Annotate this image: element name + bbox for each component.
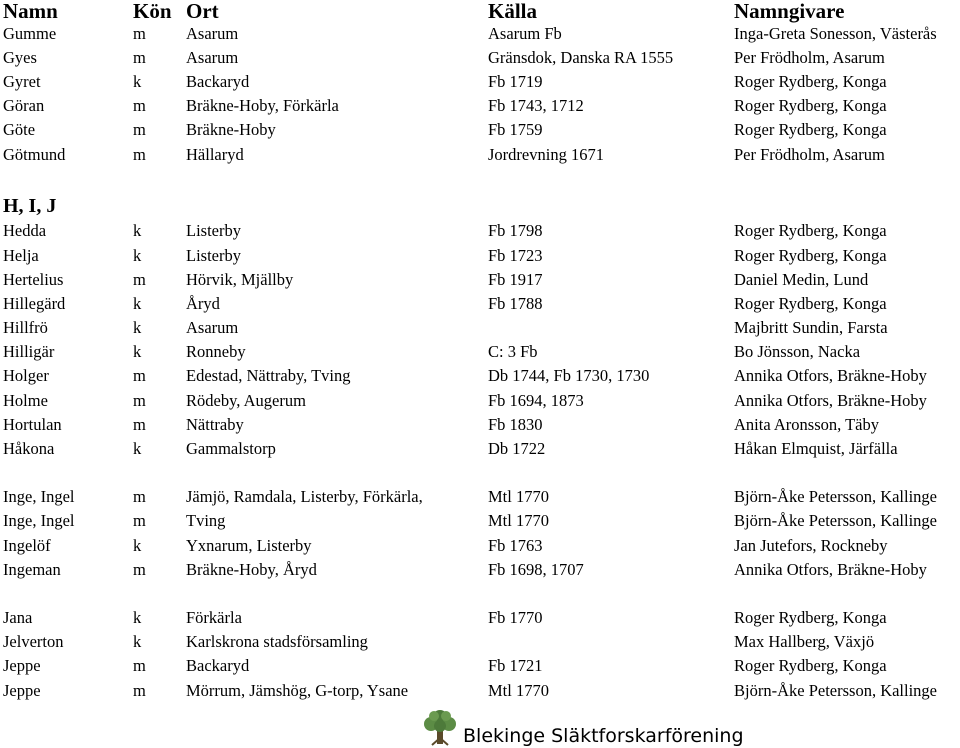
table-row [0, 679, 960, 703]
cell-gender: k [133, 608, 142, 627]
cell-source: Fb 1759 [488, 120, 543, 139]
cell-place: Förkärla [186, 608, 242, 627]
cell-gender: m [133, 391, 146, 410]
table-row [0, 558, 960, 582]
cell-gender: m [133, 511, 146, 530]
cell-name: Jeppe [3, 656, 41, 675]
footer-text: Blekinge Släktforskarförening [463, 725, 744, 747]
cell-gender: k [133, 294, 142, 313]
cell-gender: k [133, 246, 142, 265]
table-row [0, 244, 960, 268]
table-row [0, 219, 960, 243]
cell-name: Göte [3, 120, 36, 139]
cell-gender: m [133, 656, 146, 675]
cell-source: Mtl 1770 [488, 511, 549, 530]
header-place: Ort [186, 0, 219, 23]
cell-name: Hilligär [3, 342, 55, 361]
cell-namer: Daniel Medin, Lund [734, 270, 869, 289]
cell-namer: Björn-Åke Petersson, Kallinge [734, 487, 938, 506]
table-row [0, 22, 960, 46]
cell-gender: k [133, 632, 142, 651]
cell-name: Helja [3, 246, 39, 265]
cell-place: Bräkne-Hoby, Åryd [186, 560, 317, 579]
cell-name: Holme [3, 391, 48, 410]
cell-gender: k [133, 536, 142, 555]
table-row [0, 437, 960, 461]
header-name: Namn [3, 0, 58, 23]
cell-name: Inge, Ingel [3, 487, 75, 506]
cell-gender: m [133, 270, 146, 289]
table-row [0, 413, 960, 437]
cell-source: Fb 1798 [488, 221, 543, 240]
cell-namer: Max Hallberg, Växjö [734, 632, 875, 651]
cell-namer: Roger Rydberg, Konga [734, 246, 887, 265]
table-row [0, 654, 960, 678]
cell-source: Asarum Fb [488, 24, 562, 43]
cell-name: Hertelius [3, 270, 64, 289]
cell-place: Bräkne-Hoby [186, 120, 276, 139]
cell-source: Fb 1723 [488, 246, 543, 265]
cell-namer: Roger Rydberg, Konga [734, 96, 887, 115]
cell-namer: Anita Aronsson, Täby [734, 415, 879, 434]
cell-place: Edestad, Nättraby, Tving [186, 366, 351, 385]
cell-namer: Björn-Åke Petersson, Kallinge [734, 511, 938, 530]
cell-name: Holger [3, 366, 49, 385]
cell-name: Håkona [3, 439, 55, 458]
table-row [0, 389, 960, 413]
table-row [0, 316, 960, 340]
cell-name: Götmund [3, 145, 66, 164]
table-row [0, 94, 960, 118]
cell-source: Db 1744, Fb 1730, 1730 [488, 366, 650, 385]
cell-gender: k [133, 72, 142, 91]
table-row [0, 364, 960, 388]
cell-name: Gyret [3, 72, 41, 91]
cell-namer: Roger Rydberg, Konga [734, 120, 887, 139]
section-heading: H, I, J [3, 195, 57, 217]
table-row [0, 509, 960, 533]
cell-name: Jeppe [3, 681, 41, 700]
cell-place: Karlskrona stadsförsamling [186, 632, 368, 651]
cell-source: Fb 1917 [488, 270, 543, 289]
cell-source: Jordrevning 1671 [488, 145, 604, 164]
cell-place: Nättraby [186, 415, 244, 434]
cell-name: Gyes [3, 48, 37, 67]
cell-place: Listerby [186, 246, 241, 265]
cell-place: Bräkne-Hoby, Förkärla [186, 96, 339, 115]
cell-namer: Inga-Greta Sonesson, Västerås [734, 24, 937, 43]
cell-name: Hedda [3, 221, 47, 240]
cell-name: Gumme [3, 24, 57, 43]
table-row [0, 340, 960, 364]
table-row [0, 630, 960, 654]
cell-gender: m [133, 120, 146, 139]
cell-source: Fb 1743, 1712 [488, 96, 584, 115]
cell-name: Jana [3, 608, 33, 627]
cell-place: Åryd [186, 294, 220, 313]
cell-namer: Per Frödholm, Asarum [734, 48, 885, 67]
cell-gender: k [133, 221, 142, 240]
cell-place: Backaryd [186, 656, 250, 675]
cell-place: Asarum [186, 24, 239, 43]
cell-place: Tving [186, 511, 226, 530]
table-row [0, 292, 960, 316]
cell-namer: Bo Jönsson, Nacka [734, 342, 861, 361]
cell-place: Asarum [186, 48, 239, 67]
cell-namer: Roger Rydberg, Konga [734, 294, 887, 313]
cell-gender: m [133, 681, 146, 700]
cell-gender: m [133, 48, 146, 67]
cell-name: Hortulan [3, 415, 62, 434]
header-gender: Kön [133, 0, 172, 23]
cell-namer: Roger Rydberg, Konga [734, 72, 887, 91]
table-row [0, 143, 960, 167]
cell-source: Gränsdok, Danska RA 1555 [488, 48, 674, 67]
cell-place: Backaryd [186, 72, 250, 91]
footer [420, 708, 760, 748]
cell-gender: k [133, 318, 142, 337]
table-row [0, 485, 960, 509]
cell-place: Hällaryd [186, 145, 244, 164]
cell-place: Gammalstorp [186, 439, 276, 458]
cell-source: Mtl 1770 [488, 681, 549, 700]
cell-name: Göran [3, 96, 45, 115]
cell-namer: Annika Otfors, Bräkne-Hoby [734, 391, 927, 410]
cell-name: Inge, Ingel [3, 511, 75, 530]
header-namer: Namngivare [734, 0, 845, 23]
cell-gender: m [133, 24, 146, 43]
cell-name: Jelverton [3, 632, 64, 651]
cell-namer: Jan Jutefors, Rockneby [734, 536, 888, 555]
cell-namer: Håkan Elmquist, Järfälla [734, 439, 898, 458]
cell-name: Ingeman [3, 560, 61, 579]
table-row [0, 534, 960, 558]
cell-namer: Roger Rydberg, Konga [734, 221, 887, 240]
cell-place: Rödeby, Augerum [186, 391, 306, 410]
table-row [0, 268, 960, 292]
cell-namer: Per Frödholm, Asarum [734, 145, 885, 164]
cell-gender: k [133, 342, 142, 361]
cell-source: Fb 1830 [488, 415, 543, 434]
cell-namer: Björn-Åke Petersson, Kallinge [734, 681, 938, 700]
cell-name: Hillfrö [3, 318, 48, 337]
table-row [0, 70, 960, 94]
cell-source: Fb 1788 [488, 294, 543, 313]
cell-gender: m [133, 487, 146, 506]
cell-namer: Roger Rydberg, Konga [734, 608, 887, 627]
cell-source: C: 3 Fb [488, 342, 538, 361]
cell-gender: m [133, 96, 146, 115]
tree-logo-icon [420, 708, 460, 748]
cell-place: Jämjö, Ramdala, Listerby, Förkärla, [186, 487, 423, 506]
cell-place: Mörrum, Jämshög, G-torp, Ysane [186, 681, 409, 700]
cell-place: Asarum [186, 318, 239, 337]
cell-namer: Annika Otfors, Bräkne-Hoby [734, 366, 927, 385]
cell-place: Ronneby [186, 342, 246, 361]
cell-name: Hillegärd [3, 294, 66, 313]
cell-source: Fb 1721 [488, 656, 543, 675]
cell-gender: m [133, 366, 146, 385]
cell-source: Fb 1763 [488, 536, 543, 555]
cell-source: Db 1722 [488, 439, 546, 458]
cell-place: Yxnarum, Listerby [186, 536, 312, 555]
cell-gender: m [133, 145, 146, 164]
header-source: Källa [488, 0, 538, 23]
cell-place: Hörvik, Mjällby [186, 270, 294, 289]
cell-gender: k [133, 439, 142, 458]
cell-source: Mtl 1770 [488, 487, 549, 506]
table-row [0, 46, 960, 70]
cell-namer: Majbritt Sundin, Farsta [734, 318, 888, 337]
table-row [0, 118, 960, 142]
table-row [0, 606, 960, 630]
cell-place: Listerby [186, 221, 241, 240]
cell-source: Fb 1770 [488, 608, 543, 627]
cell-source: Fb 1694, 1873 [488, 391, 584, 410]
cell-source: Fb 1698, 1707 [488, 560, 584, 579]
cell-namer: Roger Rydberg, Konga [734, 656, 887, 675]
cell-gender: m [133, 415, 146, 434]
cell-source: Fb 1719 [488, 72, 543, 91]
cell-namer: Annika Otfors, Bräkne-Hoby [734, 560, 927, 579]
cell-name: Ingelöf [3, 536, 51, 555]
cell-gender: m [133, 560, 146, 579]
